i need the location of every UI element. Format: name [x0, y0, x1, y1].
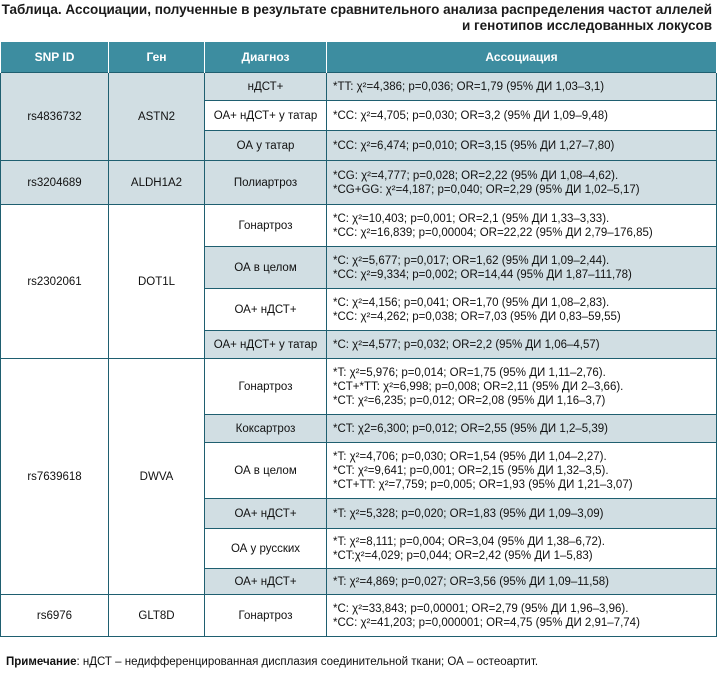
association-line: *T: χ²=4,869; p=0,027; OR=3,56 (95% ДИ 1,09–11,58): [333, 575, 610, 588]
association-line: *CC: χ²=6,474; p=0,010; OR=3,15 (95% ДИ 1,27–7,80): [333, 139, 615, 152]
gene-cell: DOT1L: [109, 205, 205, 359]
association-cell: [327, 569, 717, 595]
gene-cell: ASTN2: [109, 73, 205, 161]
header-snp-id: SNP ID: [1, 42, 109, 73]
diagnosis-cell: ОА+ нДСТ+: [205, 569, 327, 595]
diagnosis-cell: ОА+ нДСТ+ у татар: [205, 101, 327, 131]
association-cell: [327, 331, 717, 359]
association-cell: [327, 595, 717, 637]
snp-id-cell: rs7639618: [1, 359, 109, 595]
association-cell: [327, 359, 717, 415]
header-diagnosis: Диагноз: [205, 42, 327, 73]
diagnosis-cell: ОА+ нДСТ+: [205, 289, 327, 331]
association-line: *C: χ²=5,677; p=0,017; OR=1,62 (95% ДИ 1,09–2,44).: [333, 254, 610, 267]
diagnosis-cell: ОА в целом: [205, 443, 327, 499]
association-line: *CC: χ²=9,334; p=0,002; OR=14,44 (95% ДИ 1,87–111,78): [333, 268, 632, 281]
diagnosis-cell: Гонартроз: [205, 359, 327, 415]
snp-id-cell: rs2302061: [1, 205, 109, 359]
table-row: [1, 73, 717, 101]
association-cell: [327, 101, 717, 131]
gene-cell: DWVA: [109, 359, 205, 595]
association-line: *CT: χ2=6,300; p=0,012; OR=2,55 (95% ДИ 1,2–5,39): [333, 422, 608, 435]
diagnosis-cell: ОА+ нДСТ+ у татар: [205, 331, 327, 359]
caption-line-2: и генотипов исследованных локусов: [462, 18, 712, 33]
association-line: *T: χ²=4,706; p=0,030; OR=1,54 (95% ДИ 1,04–2,27).: [333, 450, 607, 463]
association-line: *CT: χ²=6,235; p=0,012; OR=2,08 (95% ДИ 1,16–3,7): [333, 394, 606, 407]
table-row: [1, 205, 717, 247]
footnote-text: : нДСТ – недифференцированная дисплазия соединительной ткани; ОА – остеоартит.: [76, 656, 539, 668]
association-line: *CC: χ²=41,203; p=0,000001; OR=4,75 (95% ДИ 2,91–7,74): [333, 616, 640, 629]
diagnosis-cell: ОА у татар: [205, 131, 327, 161]
association-line: *C: χ²=4,577; p=0,032; OR=2,2 (95% ДИ 1,06–4,57): [333, 338, 600, 351]
header-gene: Ген: [109, 42, 205, 73]
header-row: [1, 42, 717, 73]
association-line: *CG+GG: χ²=4,187; p=0,040; OR=2,29 (95% ДИ 1,02–5,17): [333, 183, 640, 196]
association-line: *C: χ²=33,843; p=0,00001; OR=2,79 (95% ДИ 1,96–3,96).: [333, 602, 629, 615]
association-cell: [327, 73, 717, 101]
associations-table: [0, 42, 717, 637]
association-cell: [327, 131, 717, 161]
association-cell: [327, 289, 717, 331]
association-line: *CT+*TT: χ²=6,998; p=0,008; OR=2,11 (95% ДИ 2–3,66).: [333, 380, 624, 393]
table-row: [1, 359, 717, 415]
association-cell: [327, 415, 717, 443]
table-body: [1, 73, 717, 637]
snp-id-cell: rs6976: [1, 595, 109, 637]
association-cell: [327, 529, 717, 569]
diagnosis-cell: ОА в целом: [205, 247, 327, 289]
header-association: Ассоциация: [327, 42, 717, 73]
association-line: *CC: χ²=4,262; p=0,038; OR=7,03 (95% ДИ 0,83–59,55): [333, 310, 621, 323]
table-row: [1, 595, 717, 637]
association-line: *C: χ²=10,403; p=0,001; OR=2,1 (95% ДИ 1,33–3,33).: [333, 212, 610, 225]
diagnosis-cell: нДСТ+: [205, 73, 327, 101]
diagnosis-cell: ОА у русских: [205, 529, 327, 569]
association-line: *CT: χ²=9,641; p=0,001; OR=2,15 (95% ДИ 1,32–3,5).: [333, 464, 609, 477]
association-line: *C: χ²=4,156; p=0,041; OR=1,70 (95% ДИ 1,08–2,83).: [333, 296, 610, 309]
diagnosis-cell: Гонартроз: [205, 595, 327, 637]
diagnosis-cell: Гонартроз: [205, 205, 327, 247]
association-cell: [327, 205, 717, 247]
footnote-label: Примечание: [6, 656, 77, 668]
association-cell: [327, 247, 717, 289]
snp-id-cell: rs4836732: [1, 73, 109, 161]
footnote: [6, 656, 538, 668]
diagnosis-cell: Коксартроз: [205, 415, 327, 443]
snp-id-cell: rs3204689: [1, 161, 109, 205]
gene-cell: GLT8D: [109, 595, 205, 637]
table-row: [1, 161, 717, 205]
association-line: *CT:χ²=4,029; p=0,044; OR=2,42 (95% ДИ 1–5,83): [333, 549, 593, 562]
association-cell: [327, 443, 717, 499]
association-line: *TT: χ²=4,386; p=0,036; OR=1,79 (95% ДИ 1,03–3,1): [333, 80, 605, 93]
association-line: *T: χ²=5,328; p=0,020; OR=1,83 (95% ДИ 1,09–3,09): [333, 507, 604, 520]
association-line: *CG: χ²=4,777; p=0,028; OR=2,22 (95% ДИ 1,08–4,62).: [333, 169, 619, 182]
association-cell: [327, 161, 717, 205]
association-line: *CC: χ²=4,705; p=0,030; OR=3,2 (95% ДИ 1,09–9,48): [333, 109, 608, 122]
association-cell: [327, 499, 717, 529]
association-line: *T: χ²=5,976; p=0,014; OR=1,75 (95% ДИ 1,11–2,76).: [333, 366, 606, 379]
caption-line-1: Таблица. Ассоциации, полученные в результате сравнительного анализа распределения частот аллелей: [1, 2, 712, 17]
table-caption: [0, 2, 712, 34]
association-line: *CC: χ²=16,839; p=0,00004; OR=22,22 (95% ДИ 2,79–176,85): [333, 226, 653, 239]
diagnosis-cell: ОА+ нДСТ+: [205, 499, 327, 529]
association-line: *CT+TT: χ²=7,759; p=0,005; OR=1,93 (95% ДИ 1,21–3,07): [333, 478, 633, 491]
gene-cell: ALDH1A2: [109, 161, 205, 205]
association-line: *T: χ²=8,111; p=0,004; OR=3,04 (95% ДИ 1,38–6,72).: [333, 535, 605, 548]
diagnosis-cell: Полиартроз: [205, 161, 327, 205]
